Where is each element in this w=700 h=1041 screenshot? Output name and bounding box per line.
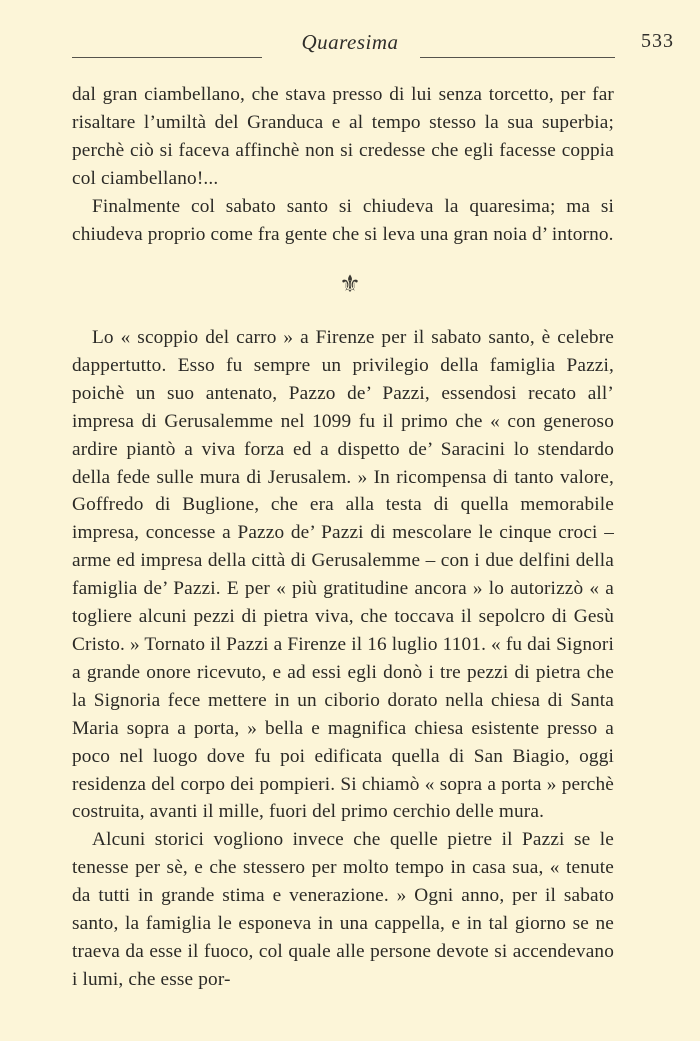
- paragraph-continued: dal gran ciambellano, che stava presso di lui senza torcetto, per far risaltare l’umiltà del Granduca e al tempo stesso la sua superbia; perchè ciò si faceva affinchè non si credesse che egli facesse coppia col ciambellano!...: [72, 84, 614, 189]
- paragraph-storici: Alcuni storici vogliono invece che quelle pietre il Pazzi se le tenesse per sè, e che stessero per molto tempo in casa sua, « tenute da tutti in grande stima e venerazione. » Ogni anno, per il sabato santo, la famiglia le esponeva in una cappella, e in tal giorno se ne traeva da esse il fuoco, col quale alle persone devote si accendevano i lumi, che esse por-: [72, 829, 614, 990]
- page-number: 533: [641, 30, 674, 52]
- text-block-top: [72, 81, 614, 248]
- text-block-bottom: [72, 324, 614, 994]
- paragraph-end-of-lent: Finalmente col sabato santo si chiudeva la quaresima; ma si chiudeva proprio come fra gente che si leva una gran noia d’ intorno.: [72, 195, 614, 245]
- header-rule-right: [420, 57, 615, 58]
- header-rule-left: [72, 57, 262, 58]
- running-title: Quaresima: [301, 30, 399, 54]
- page-header: [0, 30, 700, 60]
- fleur-de-lis-icon: ⚜: [339, 272, 361, 298]
- paragraph-scoppio-del-carro: Lo « scoppio del carro » a Firenze per il sabato santo, è celebre dappertutto. Esso fu sempre un privilegio della famiglia Pazzi, poichè un suo antenato, Pazzo de’ Pazzi, essendosi recato all’ impresa di Gerusalemme nel 1099 fu il primo che « con generoso ardire piantò a viva forza ed a dispetto de’ Saracini lo stendardo della fede sulle mura di Jerusalem. » In ricompensa di tanto valore, Goffredo di Buglione, che era alla testa di quella memorabile impresa, concesse a Pazzo de’ Pazzi di mescolare le cinque croci – arme ed impresa della città di Gerusalemme – con i due delfini della famiglia de’ Pazzi. E per « più gratitudine ancora » lo autorizzò « a togliere alcuni pezzi di pietra viva, che toccava il sepolcro di Gesù Cristo. » Tornato il Pazzi a Firenze il 16 luglio 1101. « fu dai Signori a grande onore ricevuto, e ad essi egli donò i tre pezzi di pietra che la Signoria fece mettere in un ciborio dorato nella chiesa di Santa Maria sopra a porta, » bella e magnifica chiesa esistente presso a poco nel luogo dove fu poi edificata quella di San Biagio, oggi residenza del corpo dei pompieri. Si chiamò « sopra a porta » perchè costruita, avanti il mille, fuori del primo cerchio delle mura.: [72, 327, 614, 823]
